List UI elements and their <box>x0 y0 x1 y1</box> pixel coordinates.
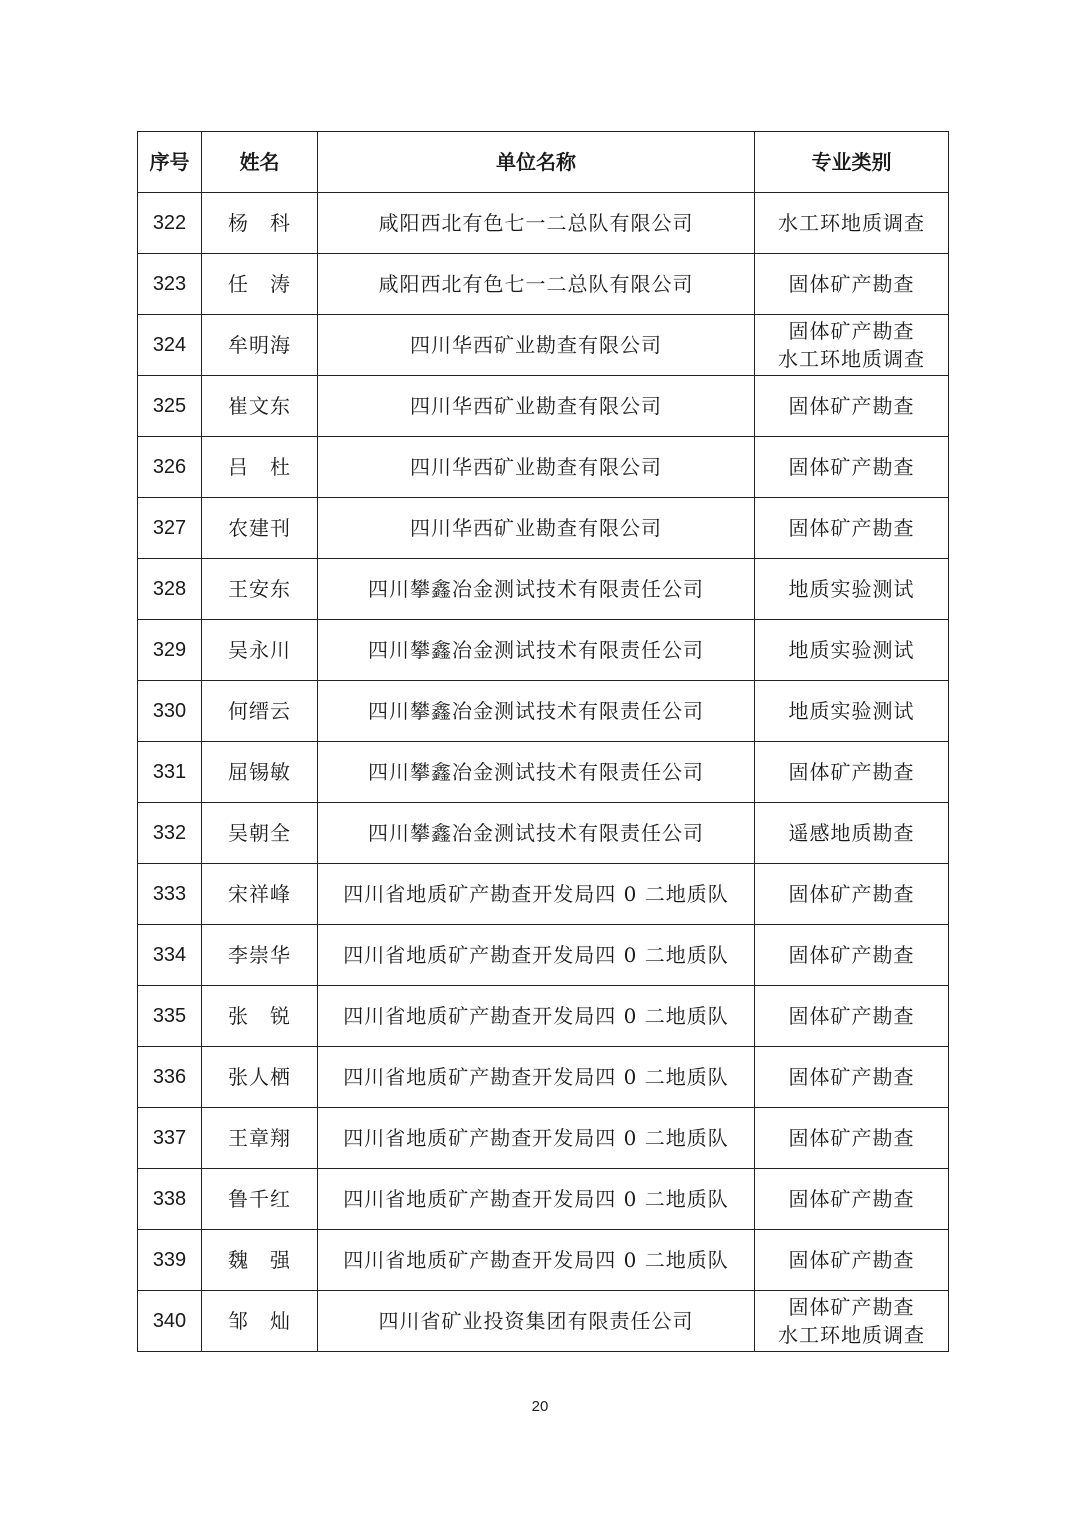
table-row <box>138 620 949 681</box>
category-line: 固体矿产勘查 <box>788 882 915 906</box>
header-category: 专业类别 <box>755 132 949 193</box>
serial-number-cell: 326 <box>138 437 202 498</box>
serial-number-cell: 337 <box>138 1108 202 1169</box>
serial-number-cell: 325 <box>138 376 202 437</box>
table-header-row <box>138 132 949 193</box>
unit-name-cell: 四川华西矿业勘查有限公司 <box>318 498 755 559</box>
category-cell <box>755 376 949 437</box>
person-name-cell: 何缙云 <box>202 681 318 742</box>
serial-number-cell: 334 <box>138 925 202 986</box>
page-number: 20 <box>531 1398 549 1415</box>
table-row <box>138 1108 949 1169</box>
person-name-cell: 杨 科 <box>202 193 318 254</box>
category-cell <box>755 559 949 620</box>
serial-number-cell: 330 <box>138 681 202 742</box>
person-name-cell: 屈锡敏 <box>202 742 318 803</box>
table-row <box>138 803 949 864</box>
unit-name-cell: 四川攀鑫冶金测试技术有限责任公司 <box>318 742 755 803</box>
unit-name-cell: 咸阳西北有色七一二总队有限公司 <box>318 254 755 315</box>
unit-name-cell: 四川华西矿业勘查有限公司 <box>318 315 755 376</box>
table-row <box>138 1169 949 1230</box>
category-line: 水工环地质调查 <box>778 1323 925 1347</box>
category-line: 固体矿产勘查 <box>788 1065 915 1089</box>
category-line: 固体矿产勘查 <box>788 1126 915 1150</box>
person-name-cell: 张人栖 <box>202 1047 318 1108</box>
serial-number-cell: 331 <box>138 742 202 803</box>
person-name-cell: 魏 强 <box>202 1230 318 1291</box>
table-row <box>138 1230 949 1291</box>
category-line: 固体矿产勘查 <box>788 760 915 784</box>
category-line: 固体矿产勘查 <box>788 455 915 479</box>
category-cell <box>755 193 949 254</box>
category-line: 水工环地质调查 <box>778 211 925 235</box>
table-row <box>138 1047 949 1108</box>
unit-name-cell: 四川省地质矿产勘查开发局四 0 二地质队 <box>318 925 755 986</box>
header-unit-name: 单位名称 <box>318 132 755 193</box>
person-name-cell: 牟明海 <box>202 315 318 376</box>
person-name-cell: 任 涛 <box>202 254 318 315</box>
person-name-cell: 王章翔 <box>202 1108 318 1169</box>
category-cell <box>755 803 949 864</box>
category-cell <box>755 1230 949 1291</box>
person-name-cell: 张 锐 <box>202 986 318 1047</box>
category-line: 遥感地质勘查 <box>788 821 915 845</box>
serial-number-cell: 340 <box>138 1291 202 1352</box>
category-cell <box>755 742 949 803</box>
category-line: 固体矿产勘查 <box>788 1187 915 1211</box>
category-cell <box>755 986 949 1047</box>
category-cell <box>755 925 949 986</box>
unit-name-cell: 四川省地质矿产勘查开发局四 0 二地质队 <box>318 986 755 1047</box>
category-line: 地质实验测试 <box>788 699 915 723</box>
category-cell <box>755 681 949 742</box>
serial-number-cell: 323 <box>138 254 202 315</box>
category-cell <box>755 1108 949 1169</box>
table-row <box>138 437 949 498</box>
table-row <box>138 376 949 437</box>
unit-name-cell: 四川省地质矿产勘查开发局四 0 二地质队 <box>318 1047 755 1108</box>
table-row <box>138 254 949 315</box>
unit-name-cell: 咸阳西北有色七一二总队有限公司 <box>318 193 755 254</box>
table-row <box>138 498 949 559</box>
category-line: 固体矿产勘查 <box>788 1004 915 1028</box>
category-line: 固体矿产勘查 <box>788 1248 915 1272</box>
person-name-cell: 吴永川 <box>202 620 318 681</box>
category-cell <box>755 315 949 376</box>
serial-number-cell: 328 <box>138 559 202 620</box>
serial-number-cell: 329 <box>138 620 202 681</box>
person-name-cell: 鲁千红 <box>202 1169 318 1230</box>
table-row <box>138 986 949 1047</box>
serial-number-cell: 333 <box>138 864 202 925</box>
category-cell <box>755 437 949 498</box>
table-row <box>138 864 949 925</box>
unit-name-cell: 四川省矿业投资集团有限责任公司 <box>318 1291 755 1352</box>
unit-name-cell: 四川省地质矿产勘查开发局四 0 二地质队 <box>318 1169 755 1230</box>
unit-name-cell: 四川华西矿业勘查有限公司 <box>318 376 755 437</box>
person-name-cell: 吕 杜 <box>202 437 318 498</box>
category-line: 固体矿产勘查 <box>788 516 915 540</box>
person-name-cell: 崔文东 <box>202 376 318 437</box>
person-name-cell: 李崇华 <box>202 925 318 986</box>
person-name-cell: 邹 灿 <box>202 1291 318 1352</box>
unit-name-cell: 四川攀鑫冶金测试技术有限责任公司 <box>318 559 755 620</box>
category-line: 固体矿产勘查 <box>788 319 915 343</box>
unit-name-cell: 四川省地质矿产勘查开发局四 0 二地质队 <box>318 1230 755 1291</box>
serial-number-cell: 339 <box>138 1230 202 1291</box>
unit-name-cell: 四川攀鑫冶金测试技术有限责任公司 <box>318 681 755 742</box>
table-row <box>138 193 949 254</box>
table-row <box>138 315 949 376</box>
category-cell <box>755 864 949 925</box>
unit-name-cell: 四川省地质矿产勘查开发局四 0 二地质队 <box>318 864 755 925</box>
category-line: 固体矿产勘查 <box>788 943 915 967</box>
category-line: 地质实验测试 <box>788 577 915 601</box>
header-serial-number: 序号 <box>138 132 202 193</box>
serial-number-cell: 327 <box>138 498 202 559</box>
person-name-cell: 王安东 <box>202 559 318 620</box>
category-cell <box>755 1291 949 1352</box>
category-line: 水工环地质调查 <box>778 347 925 371</box>
serial-number-cell: 322 <box>138 193 202 254</box>
category-line: 固体矿产勘查 <box>788 272 915 296</box>
serial-number-cell: 336 <box>138 1047 202 1108</box>
serial-number-cell: 332 <box>138 803 202 864</box>
category-cell <box>755 620 949 681</box>
category-cell <box>755 1047 949 1108</box>
person-name-cell: 宋祥峰 <box>202 864 318 925</box>
unit-name-cell: 四川省地质矿产勘查开发局四 0 二地质队 <box>318 1108 755 1169</box>
category-cell <box>755 498 949 559</box>
table-row <box>138 925 949 986</box>
person-name-cell: 农建刊 <box>202 498 318 559</box>
person-name-cell: 吴朝全 <box>202 803 318 864</box>
table-row <box>138 742 949 803</box>
serial-number-cell: 335 <box>138 986 202 1047</box>
table-body <box>138 193 949 1352</box>
serial-number-cell: 324 <box>138 315 202 376</box>
roster-table <box>137 131 949 1352</box>
category-line: 固体矿产勘查 <box>788 394 915 418</box>
category-cell <box>755 254 949 315</box>
unit-name-cell: 四川攀鑫冶金测试技术有限责任公司 <box>318 620 755 681</box>
category-line: 固体矿产勘查 <box>788 1295 915 1319</box>
table-row <box>138 559 949 620</box>
category-cell <box>755 1169 949 1230</box>
header-name: 姓名 <box>202 132 318 193</box>
unit-name-cell: 四川华西矿业勘查有限公司 <box>318 437 755 498</box>
table-row <box>138 681 949 742</box>
unit-name-cell: 四川攀鑫冶金测试技术有限责任公司 <box>318 803 755 864</box>
serial-number-cell: 338 <box>138 1169 202 1230</box>
table-row <box>138 1291 949 1352</box>
category-line: 地质实验测试 <box>788 638 915 662</box>
